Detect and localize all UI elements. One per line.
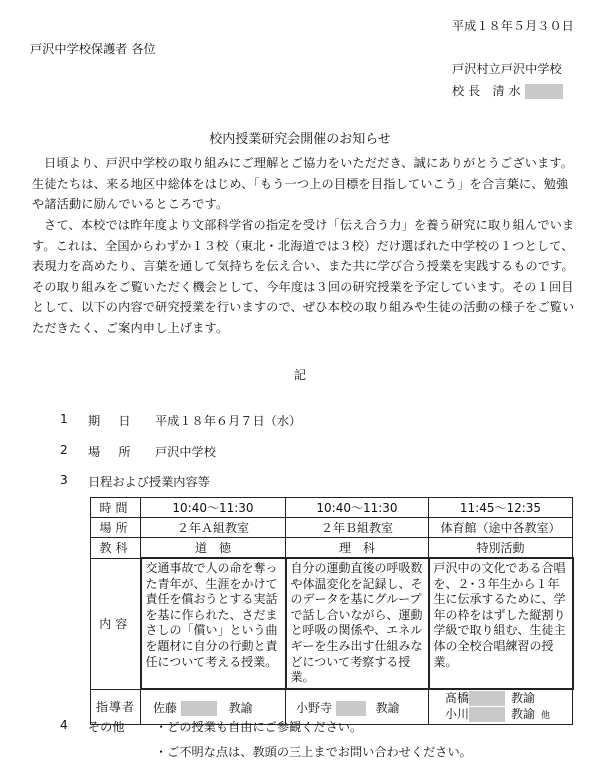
redacted-name bbox=[469, 691, 505, 706]
sender-school: 戸沢村立戸沢中学校 bbox=[452, 62, 562, 76]
teacher-suffix: 他 bbox=[541, 711, 551, 721]
redacted-name bbox=[469, 707, 505, 722]
recipient: 戸沢中学校保護者 各位 bbox=[30, 42, 156, 56]
other-note-2: ・ご不明な点は、教頭の三上までお問い合わせください。 bbox=[155, 745, 472, 759]
row-time bbox=[91, 498, 573, 518]
item-value-1: 平成１８年６月７日（水） bbox=[155, 414, 302, 428]
document-date: 平成１８年５月３０日 bbox=[452, 19, 574, 33]
document-title: 校内授業研究会開催のお知らせ bbox=[209, 132, 391, 147]
redacted-name bbox=[336, 701, 366, 716]
teacher-line-1 bbox=[445, 690, 569, 706]
item-number-4: 4 bbox=[60, 718, 68, 732]
cell-place: ２年Ｂ組教室 bbox=[286, 518, 429, 538]
cell-subject: 道 徳 bbox=[141, 538, 286, 559]
row-label-time: 時間 bbox=[91, 498, 141, 518]
cell-time: 10:40～11:30 bbox=[286, 498, 429, 518]
sender-principal bbox=[452, 82, 563, 99]
row-label-place: 場所 bbox=[91, 518, 141, 538]
row-label-subject: 教科 bbox=[91, 538, 141, 559]
teacher-name: 髙橋 bbox=[445, 691, 470, 705]
item-value-2: 戸沢中学校 bbox=[155, 445, 216, 459]
item-number-2: 2 bbox=[60, 443, 68, 457]
principal-name: 校 長 清 水 bbox=[452, 84, 521, 98]
cell-content: 交通事故で人の命を奪った青年が、生涯をかけて責任を償おうとする実話を基に作られた、さだまさしの「償い」という曲を題材に自分の行動と責任について考える授業。 bbox=[141, 558, 286, 689]
row-label-teacher: 指導者 bbox=[91, 689, 141, 725]
cell-subject: 理 科 bbox=[286, 538, 429, 559]
redacted-name bbox=[181, 701, 217, 716]
cell-content: 自分の運動直後の呼吸数や体温変化を記録し、そのデータを基にグループで話し合いながら、運動と呼吸の関係や、エネルギーを生み出す仕組みなどについて考察する授業。 bbox=[286, 558, 429, 689]
schedule-table bbox=[90, 497, 574, 725]
item-label-2: 場 所 bbox=[88, 445, 134, 459]
cell-content: 戸沢中の文化である合唱を、２･３年生から１年生に伝承するために、学年の枠をはずした縦割り学級で取り組む、生徒主体の全校合唱練習の授業。 bbox=[429, 558, 573, 689]
item-label-1: 期 日 bbox=[88, 414, 134, 428]
cell-place: 体育館（途中各教室） bbox=[429, 518, 573, 538]
teacher-name: 小野寺 bbox=[296, 700, 333, 715]
cell-time: 10:40～11:30 bbox=[141, 498, 286, 518]
cell-subject: 特別活動 bbox=[429, 538, 573, 559]
ki-heading: 記 bbox=[293, 368, 307, 382]
item-number-3: 3 bbox=[60, 473, 68, 487]
row-content bbox=[91, 558, 573, 689]
item-label-4: その他 bbox=[88, 720, 125, 734]
cell-place: ２年Ａ組教室 bbox=[141, 518, 286, 538]
teacher-line-2 bbox=[445, 706, 569, 724]
cell-teacher bbox=[429, 689, 573, 725]
teacher-title: 教諭 bbox=[511, 707, 536, 721]
other-note-1: ・どの授業も自由にご参観ください。 bbox=[155, 720, 363, 734]
item-number-1: 1 bbox=[60, 412, 68, 426]
teacher-title: 教諭 bbox=[375, 700, 400, 715]
body-paragraph-2: さて、本校では昨年度より文部科学省の指定を受け「伝え合う力」を養う研究に取り組んでいます。これは、全国からわずか１３校（東北・北海道では３校）だけ選ばれた中学校の１つとして、表現力を高めたり、言葉を通して気持ちを伝え合い、また共に学び合う授業を実践するものです。その取り組みをご覧いただく機会として、今年度は３回の研究授業を予定しています。その１回目として、以下の内容で研究授業を行いますので、ぜひ本校の取り組みや生徒の活動の様子をご覧いただきたく、ご案内申し上げます。 bbox=[32, 218, 575, 335]
row-place bbox=[91, 518, 573, 538]
row-subject bbox=[91, 538, 573, 559]
teacher-title: 教諭 bbox=[228, 700, 253, 715]
teacher-title: 教諭 bbox=[511, 691, 536, 705]
teacher-name: 佐藤 bbox=[153, 700, 178, 715]
body-paragraph-1: 日頃より、戸沢中学校の取り組みにご理解とご協力をいただだき、誠にありがとうございます。生徒たちは、来る地区中総体をはじめ、「もう一つ上の目標を目指していこう」を合言葉に、勉強や諸活動に励んでいるところです。 bbox=[32, 156, 574, 211]
item-label-3: 日程および授業内容等 bbox=[88, 475, 210, 489]
row-label-content: 内容 bbox=[91, 558, 141, 689]
redacted-name bbox=[525, 84, 563, 99]
cell-time: 11:45～12:35 bbox=[429, 498, 573, 518]
teacher-name: 小川 bbox=[445, 707, 470, 721]
